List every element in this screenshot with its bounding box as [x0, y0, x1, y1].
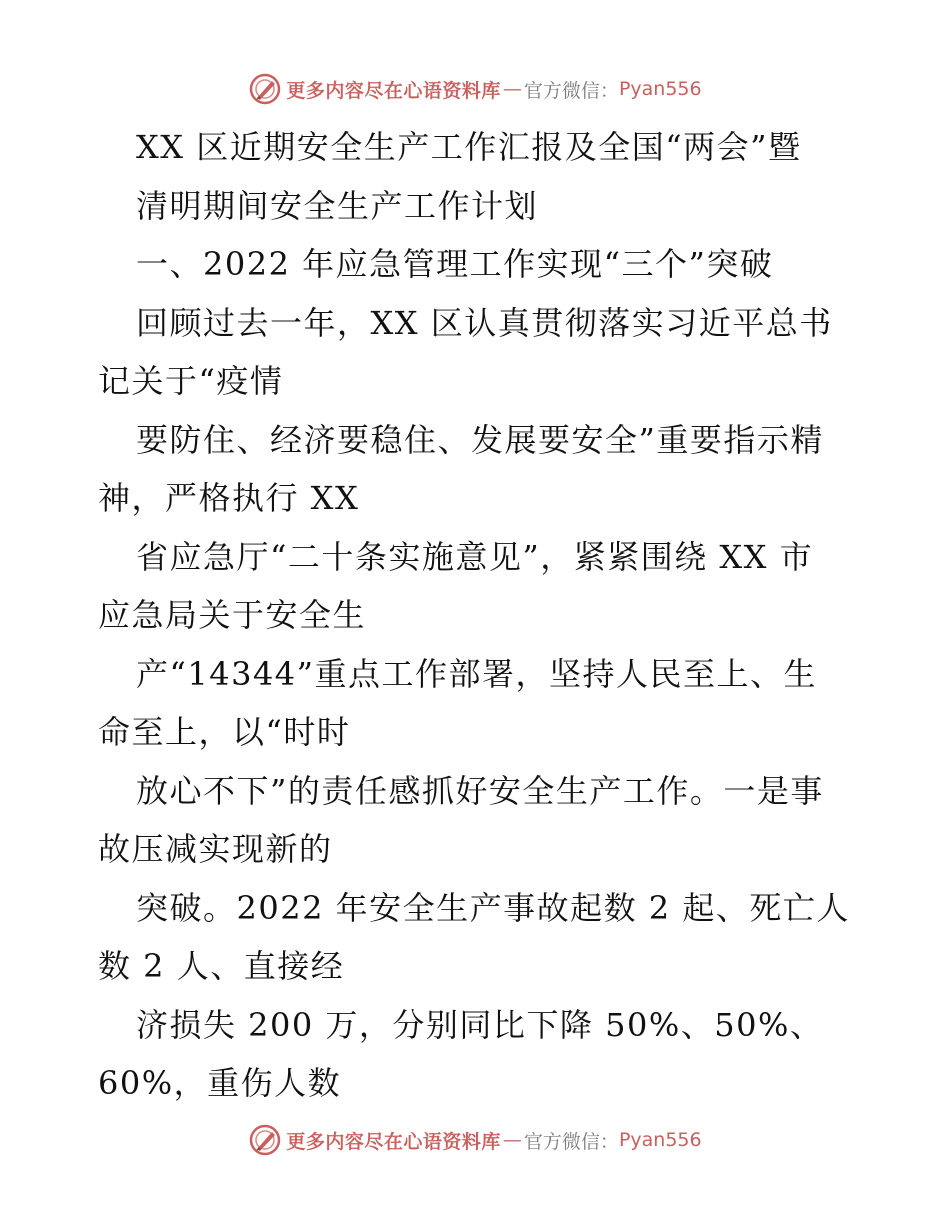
text-line: 故压减实现新的: [98, 830, 333, 868]
watermark-footer: [0, 1123, 950, 1157]
document-body: [98, 118, 858, 1113]
quill-logo-icon: [248, 72, 282, 106]
watermark-main-text: 更多内容尽在心语资料库: [286, 79, 501, 102]
watermark-header: [0, 72, 950, 106]
text-line: 产“14344”重点工作部署，坚持人民至上、生: [136, 654, 818, 693]
text-line: XX 区近期安全生产工作汇报及全国“两会”暨: [136, 128, 802, 166]
text-line: 命至上，以“时时: [98, 713, 351, 751]
text-line: 回顾过去一年，XX 区认真贯彻落实习近平总书: [136, 303, 833, 342]
text-line: 放心不下”的责任感抓好安全生产工作。一是事: [136, 771, 824, 810]
text-line: 记关于“疫情: [98, 362, 284, 400]
quill-logo-icon: [248, 1123, 282, 1157]
watermark-account: Pyan556: [618, 78, 702, 100]
watermark-label: 官方微信：: [523, 1130, 619, 1153]
watermark-separator: —: [502, 78, 522, 100]
text-line: 济损失 200 万，分别同比下降 50%、50%、: [136, 1005, 824, 1044]
text-line: 省应急厅“二十条实施意见”，紧紧围绕 XX 市: [136, 537, 814, 576]
text-line: 一、2022 年应急管理工作实现“三个”突破: [136, 245, 774, 283]
text-line: 应急局关于安全生: [98, 596, 367, 634]
text-line: 数 2 人、直接经: [98, 947, 345, 985]
text-line: 60%，重伤人数: [98, 1064, 342, 1102]
text-line: 神，严格执行 XX: [98, 479, 360, 517]
text-line: 清明期间安全生产工作计划: [136, 186, 539, 225]
watermark-label: 官方微信：: [523, 79, 619, 102]
watermark-account: Pyan556: [618, 1129, 702, 1151]
watermark-main-text: 更多内容尽在心语资料库: [286, 1130, 501, 1153]
text-line: 突破。2022 年安全生产事故起数 2 起、死亡人: [136, 888, 850, 927]
text-line: 要防住、经济要稳住、发展要安全”重要指示精: [136, 420, 824, 459]
watermark-separator: —: [502, 1129, 522, 1151]
